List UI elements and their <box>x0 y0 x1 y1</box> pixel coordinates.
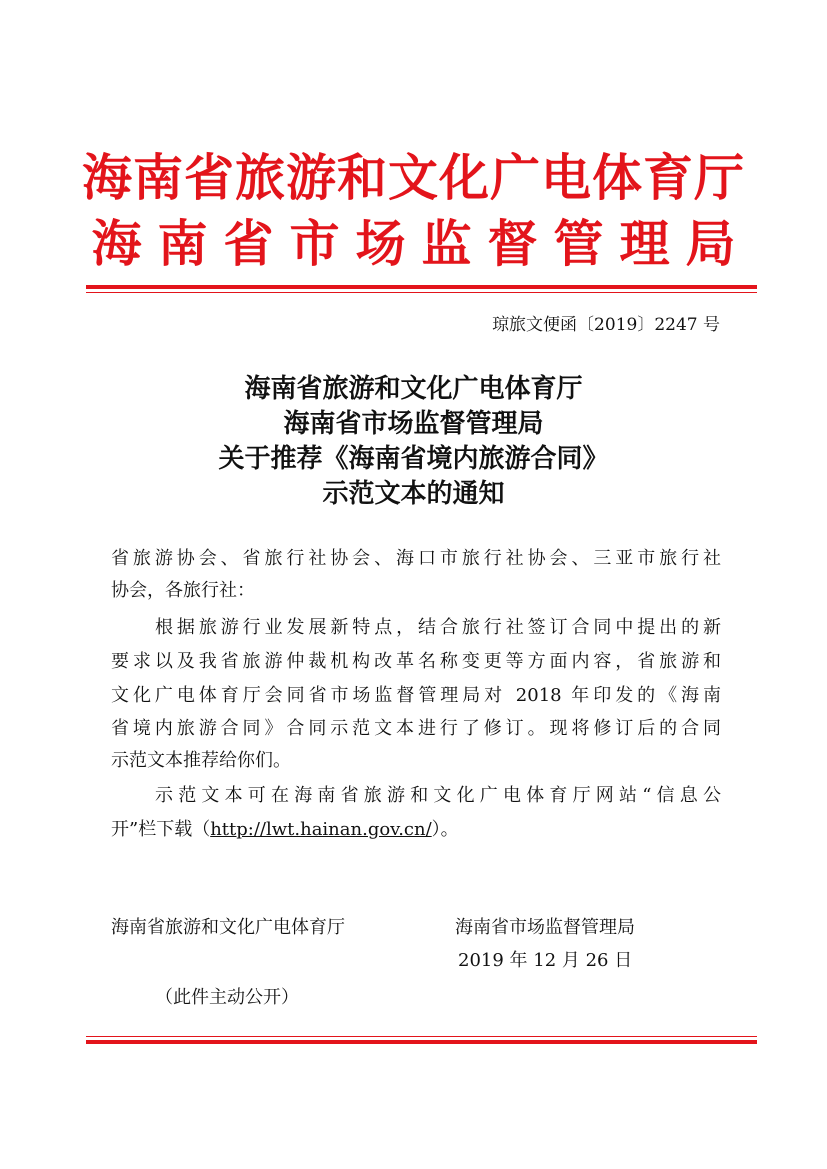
paragraph-1-line-2: 要求以及我省旅游仲裁机构改革名称变更等方面内容，省旅游和 <box>111 651 721 672</box>
paragraph-1-line-3: 文化广电体育厅会同省市场监督管理局对 2018 年印发的《海南 <box>111 685 721 706</box>
paragraph-2-line-2-suffix: ）。 <box>431 819 459 840</box>
paragraph-1-line-4: 省境内旅游合同》合同示范文本进行了修订。现将修订后的合同 <box>111 718 721 739</box>
letterhead-line-2: 海南省市场监督管理局 <box>91 214 752 273</box>
signature-org-1: 海南省旅游和文化广电体育厅 <box>111 917 345 938</box>
recipients-line-2: 协会，各旅行社： <box>111 580 255 601</box>
letterhead-line-1: 海南省旅游和文化广电体育厅 <box>82 148 745 207</box>
paragraph-2-line-2-prefix: 开”栏下载（ <box>111 819 211 840</box>
recipients-line-1: 省旅游协会、省旅行社协会、海口市旅行社协会、三亚市旅行社 <box>111 548 721 569</box>
signature-date: 2019 年 12 月 26 日 <box>458 950 633 971</box>
title-line-2: 海南省市场监督管理局 <box>283 409 544 439</box>
website-link[interactable]: http://lwt.hainan.gov.cn/ <box>210 819 432 840</box>
bottom-red-rule-thick <box>86 1040 757 1044</box>
title-line-3: 关于推荐《海南省境内旅游合同》 <box>218 444 609 474</box>
disclosure-note: （此件主动公开） <box>155 987 299 1008</box>
paragraph-1-line-5: 示范文本推荐给你们。 <box>111 750 291 771</box>
top-red-rule-thin <box>86 292 757 293</box>
paragraph-1-line-1: 根据旅游行业发展新特点，结合旅行社签订合同中提出的新 <box>155 617 721 638</box>
signature-org-2: 海南省市场监督管理局 <box>455 917 635 938</box>
document-number: 琼旅文便函〔2019〕2247 号 <box>492 315 720 335</box>
top-red-rule-thick <box>86 285 757 289</box>
paragraph-2-line-2 <box>111 814 459 846</box>
bottom-red-rule-thin <box>86 1036 757 1037</box>
title-line-1: 海南省旅游和文化广电体育厅 <box>244 374 583 404</box>
title-line-4: 示范文本的通知 <box>322 479 505 509</box>
paragraph-2-line-1: 示范文本可在海南省旅游和文化广电体育厅网站“信息公 <box>155 785 721 806</box>
